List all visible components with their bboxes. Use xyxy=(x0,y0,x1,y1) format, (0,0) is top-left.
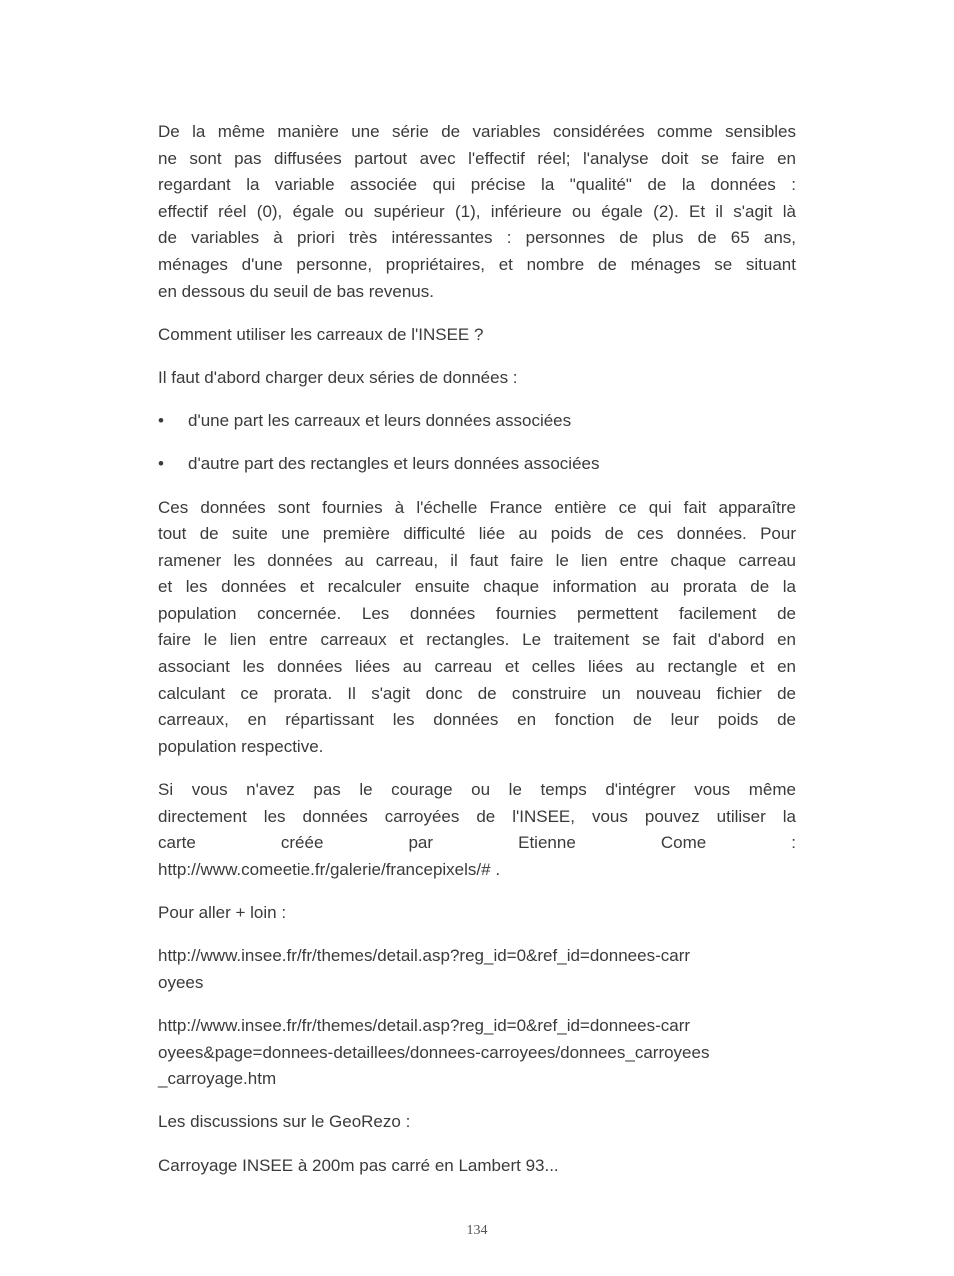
text-line: _carroyage.htm xyxy=(158,1069,277,1089)
text-line: carreaux, en répartissant les données en fonction de leur poids de xyxy=(158,710,796,730)
text-line: population concernée. Les données fournies permettent facilement de xyxy=(158,603,796,623)
paragraph xyxy=(158,900,796,927)
text-line: Comment utiliser les carreaux de l'INSEE ? xyxy=(158,324,484,344)
text-line: oyees xyxy=(158,972,204,992)
bullet-icon: • xyxy=(158,411,164,431)
paragraph xyxy=(158,495,796,761)
paragraph xyxy=(158,322,796,349)
text-line: directement les données carroyées de l'INSEE, vous pouvez utiliser la xyxy=(158,806,796,826)
bullet-icon: • xyxy=(158,454,164,474)
text-line: regardant la variable associée qui précise la "qualité" de la données : xyxy=(158,175,796,195)
text-line: d'autre part des rectangles et leurs données associées xyxy=(188,454,600,474)
paragraph xyxy=(158,943,796,996)
paragraph xyxy=(158,1109,796,1136)
text-line: Ces données sont fournies à l'échelle France entière ce qui fait apparaître xyxy=(158,497,796,517)
paragraph xyxy=(158,119,796,305)
paragraph xyxy=(158,777,796,883)
text-line: associant les données liées au carreau et celles liées au rectangle et en xyxy=(158,657,796,677)
text-line: Il faut d'abord charger deux séries de données : xyxy=(158,367,518,387)
text-line: Carroyage INSEE à 200m pas carré en Lambert 93... xyxy=(158,1155,559,1175)
text-line: en dessous du seuil de bas revenus. xyxy=(158,281,434,301)
text-line: tout de suite une première difficulté liée au poids de ces données. Pour xyxy=(158,524,796,544)
text-line: calculant ce prorata. Il s'agit donc de construire un nouveau fichier de xyxy=(158,683,796,703)
text-line: effectif réel (0), égale ou supérieur (1), inférieure ou égale (2). Et il s'agit là xyxy=(158,201,796,221)
text-line: De la même manière une série de variables considérées comme sensibles xyxy=(158,122,796,141)
page-number: 134 xyxy=(466,1223,488,1238)
text-line: et les données et recalculer ensuite chaque information au prorata de la xyxy=(158,577,796,597)
text-line: Les discussions sur le GeoRezo : xyxy=(158,1112,411,1132)
text-line: ménages d'une personne, propriétaires, et nombre de ménages se situant xyxy=(158,254,796,274)
text-line: ramener les données au carreau, il faut faire le lien entre chaque carreau xyxy=(158,550,796,570)
text-line: http://www.insee.fr/fr/themes/detail.asp?reg_id=0&ref_id=donnees-carr xyxy=(158,1015,691,1035)
bullet-item xyxy=(158,408,796,435)
paragraph xyxy=(158,1013,796,1093)
text-line: oyees&page=donnees-detaillees/donnees-carroyees/donnees_carroyees xyxy=(158,1042,710,1062)
paragraph xyxy=(158,1153,796,1180)
text-line: de variables à priori très intéressantes : personnes de plus de 65 ans, xyxy=(158,228,796,248)
text-line: carte créée par Etienne Come : xyxy=(158,833,796,853)
page-body xyxy=(158,119,796,1196)
text-line: faire le lien entre carreaux et rectangles. Le traitement se fait d'abord en xyxy=(158,630,796,650)
paragraph xyxy=(158,365,796,392)
text-line: http://www.comeetie.fr/galerie/francepixels/# . xyxy=(158,859,501,879)
text-line: d'une part les carreaux et leurs données associées xyxy=(188,411,572,431)
text-line: http://www.insee.fr/fr/themes/detail.asp?reg_id=0&ref_id=donnees-carr xyxy=(158,946,691,966)
text-line: Si vous n'avez pas le courage ou le temps d'intégrer vous même xyxy=(158,780,796,800)
text-line: Pour aller + loin : xyxy=(158,903,287,922)
text-line: population respective. xyxy=(158,736,324,756)
bullet-item xyxy=(158,451,796,478)
text-line: ne sont pas diffusées partout avec l'effectif réel; l'analyse doit se faire en xyxy=(158,148,796,168)
